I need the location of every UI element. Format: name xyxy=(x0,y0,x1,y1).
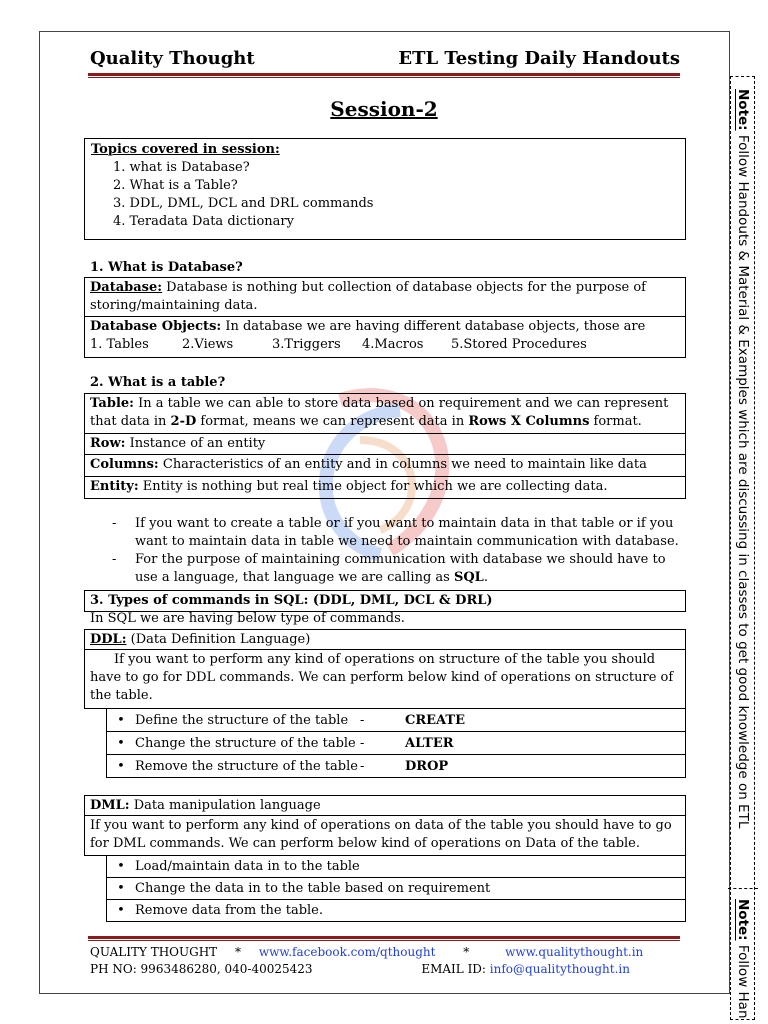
entity-text: Entity is nothing but real time object for which we are collecting data. xyxy=(138,479,608,494)
table-text: format, means we can represent data in xyxy=(196,414,469,429)
bullet-icon: • xyxy=(117,712,125,728)
ddl-command-row xyxy=(107,754,685,777)
command-keyword: ALTER xyxy=(405,735,454,751)
row-text: Instance of an entity xyxy=(125,436,266,451)
command-dash: - xyxy=(360,735,365,751)
topics-box xyxy=(84,138,686,240)
section3-heading: 3. Types of commands in SQL: (DDL, DML, DCL & DRL) xyxy=(90,593,493,608)
objects-text: In database we are having different database objects, those are xyxy=(221,319,646,334)
footer-rule xyxy=(88,936,680,939)
object-item: 2.Views xyxy=(182,337,234,352)
command-description: Define the structure of the table xyxy=(135,712,349,728)
commands-heading-box xyxy=(84,590,686,612)
dml-label: DML: xyxy=(90,798,130,813)
bullet-icon: • xyxy=(117,881,125,896)
command-keyword: DROP xyxy=(405,758,449,774)
dml-operations-table xyxy=(106,855,686,922)
object-item: 1. Tables xyxy=(90,337,149,352)
database-objects-row xyxy=(85,317,685,357)
command-dash: - xyxy=(360,712,365,728)
page-header xyxy=(90,48,680,68)
ddl-label: DDL: xyxy=(90,632,127,647)
header-rule-thin xyxy=(88,77,680,78)
database-definition-box xyxy=(84,277,686,358)
dml-operation-row xyxy=(107,855,685,877)
operation-text: Remove data from the table. xyxy=(135,903,323,918)
ddl-text: (Data Definition Language) xyxy=(126,632,311,647)
footer-brand: QUALITY THOUGHT xyxy=(90,945,218,959)
website-link[interactable]: www.qualitythought.in xyxy=(505,945,644,959)
bullet-icon: • xyxy=(117,903,125,918)
header-rule xyxy=(88,73,680,76)
side-note-label: Note: xyxy=(735,89,751,131)
topics-title: Topics covered in session: xyxy=(91,142,280,157)
operation-text: Load/maintain data in to the table xyxy=(135,859,360,874)
ddl-command-row xyxy=(107,708,685,731)
bullet-item: - If you want to create a table or if you want to maintain data in that table or if you want to maintain data in table we need to maintain communication with database. xyxy=(110,515,680,551)
dml-box xyxy=(84,795,686,856)
ddl-commands-table xyxy=(106,708,686,778)
section3-intro: In SQL we are having below type of commands. xyxy=(90,611,405,626)
command-description: Change the structure of the table xyxy=(135,735,356,751)
header-brand: Quality Thought xyxy=(90,48,255,69)
footer-line-2 xyxy=(90,962,680,976)
topic-item: 3. DDL, DML, DCL and DRL commands xyxy=(113,196,374,211)
topic-item: 1. what is Database? xyxy=(113,160,250,175)
bullet-item xyxy=(110,551,680,587)
columns-label: Columns: xyxy=(90,457,159,472)
ddl-paragraph: If you want to perform any kind of operations on structure of the table you should have to go for DDL commands. We can perform below kind of operations on structure of the table. xyxy=(90,652,674,703)
operation-text: Change the data in to the table based on requirement xyxy=(135,881,491,896)
table-definition-row xyxy=(85,394,685,434)
object-item: 5.Stored Procedures xyxy=(451,337,587,352)
object-item: 4.Macros xyxy=(362,337,424,352)
bullet-icon: • xyxy=(117,735,125,751)
dml-paragraph: If you want to perform any kind of operations on data of the table you should have to go for DML commands. We can perform below kind of operations on Data of the table. xyxy=(90,818,672,851)
dml-title-row xyxy=(85,796,685,816)
dml-operation-row xyxy=(107,899,685,921)
bullet-text: For the purpose of maintaining communication with database we should have to use a language, that language we are calling as xyxy=(135,552,666,585)
footer-line-1 xyxy=(90,945,643,959)
ddl-title-row xyxy=(85,630,685,650)
sql-bullets xyxy=(110,515,680,587)
section2-heading: 2. What is a table? xyxy=(90,375,226,390)
topic-item: 4. Teradata Data dictionary xyxy=(113,214,294,229)
database-label: Database: xyxy=(90,280,163,295)
side-note-label: Note: xyxy=(735,899,751,941)
table-text: In a table we can able to store data based on requirement and we can represent that data in xyxy=(90,396,669,429)
footer-star: * xyxy=(463,945,470,959)
ddl-command-row xyxy=(107,731,685,754)
footer-email-group xyxy=(421,962,630,976)
entity-label: Entity: xyxy=(90,479,139,494)
columns-definition-row xyxy=(85,455,685,477)
session-title: Session-2 xyxy=(330,97,438,121)
objects-label: Database Objects: xyxy=(90,319,222,334)
section1-heading: 1. What is Database? xyxy=(90,260,243,275)
side-note-body: Follow Handouts & Material & Examples which are discussing in classes to get good knowledge on ETL xyxy=(735,130,751,829)
table-text: format. xyxy=(589,414,642,429)
footer-rule-thin xyxy=(88,940,680,941)
facebook-link[interactable]: www.facebook.com/qthought xyxy=(258,945,436,959)
side-note-text xyxy=(733,89,753,828)
database-text: Database is nothing but collection of database objects for the purpose of storing/maintaining data. xyxy=(90,280,646,313)
dml-operation-row xyxy=(107,877,685,899)
side-note xyxy=(730,76,755,1020)
footer-star: * xyxy=(235,945,241,959)
side-note-text-repeat xyxy=(733,899,753,1019)
email-link[interactable]: info@qualitythought.in xyxy=(489,962,630,976)
object-item: 3.Triggers xyxy=(272,337,341,352)
command-keyword: CREATE xyxy=(405,712,466,728)
side-note-body: Follow Han xyxy=(735,940,751,1019)
header-title: ETL Testing Daily Handouts xyxy=(398,48,680,69)
table-bold-rows-columns: Rows X Columns xyxy=(468,414,590,429)
command-dash: - xyxy=(360,758,365,774)
email-label: EMAIL ID: xyxy=(421,962,486,976)
footer-phone: PH NO: 9963486280, 040-40025423 xyxy=(90,962,313,976)
table-bold-2d: 2-D xyxy=(170,414,197,429)
row-definition-row xyxy=(85,434,685,455)
row-label: Row: xyxy=(90,436,126,451)
table-definition-box xyxy=(84,393,686,499)
topic-item: 2. What is a Table? xyxy=(113,178,238,193)
columns-text: Characteristics of an entity and in columns we need to maintain like data xyxy=(158,457,647,472)
bullet-icon: • xyxy=(117,859,125,874)
ddl-box xyxy=(84,629,686,709)
database-definition-row xyxy=(85,278,685,317)
dml-text: Data manipulation language xyxy=(129,798,321,813)
bullet-text: . xyxy=(483,570,488,585)
side-note-separator xyxy=(728,888,758,889)
table-label: Table: xyxy=(90,396,134,411)
command-description: Remove the structure of the table xyxy=(135,758,358,774)
objects-list xyxy=(90,336,680,354)
bullet-icon: • xyxy=(117,758,125,774)
bullet-bold-sql: SQL xyxy=(453,570,484,585)
entity-definition-row xyxy=(85,477,685,498)
